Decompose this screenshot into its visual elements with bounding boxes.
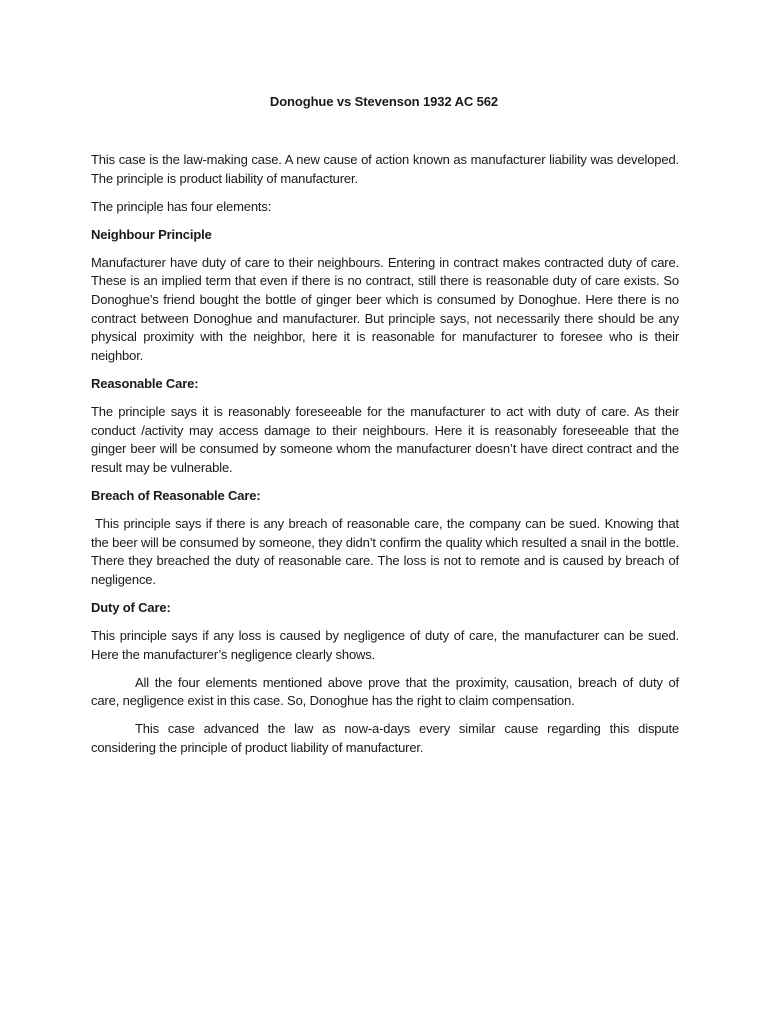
document-body xyxy=(91,151,679,767)
intro-paragraph: This case is the law-making case. A new cause of action known as manufacturer liability was developed. The principle is product liability of manufacturer. xyxy=(91,152,679,186)
section-body-neighbour-principle: Manufacturer have duty of care to their neighbours. Entering in contract makes contracted duty of care. These is an implied term that even if there is no contract, still there is reasonable duty of care exists. So Donoghue’s friend bought the bottle of ginger beer which is consumed by Donoghue. Here there is no contract between Donoghue and manufacturer. But principle says, not necessarily there should be any physical proximity with the neighbor, here it is reasonable for manufacturer to foresee who is their neighbor. xyxy=(91,254,679,363)
section-body-reasonable-care: The principle says it is reasonably foreseeable for the manufacturer to act with duty of care. As their conduct /activity may access damage to their neighbours. Here it is reasonably foreseeable that the ginger beer will be consumed by someone whom the manufacturer doesn’t have direct contract and the result may be vulnerable. xyxy=(91,404,679,475)
document-title: Donoghue vs Stevenson 1932 AC 562 xyxy=(269,94,499,109)
section-body-duty-of-care: This principle says if any loss is caused by negligence of duty of care, the manufacturer can be sued. Here the manufacturer’s negligence clearly shows. xyxy=(91,627,679,662)
elements-intro: The principle has four elements: xyxy=(91,198,272,214)
closing-paragraph: This case advanced the law as now-a-days every similar cause regarding this dispute considering the principle of product liability of manufacturer. xyxy=(91,721,679,755)
section-heading-reasonable-care: Reasonable Care: xyxy=(91,375,199,391)
section-heading-neighbour-principle: Neighbour Principle xyxy=(91,226,212,242)
section-body-breach-of-reasonable-care: This principle says if there is any breach of reasonable care, the company can be sued. Knowing that the beer will be consumed by someone, they didn’t confirm the quality which resulted a snail in the bottle. There they breached the duty of reasonable care. The loss is not to remote and is caused by breach of negligence. xyxy=(91,516,679,587)
section-heading-duty-of-care: Duty of Care: xyxy=(91,599,171,615)
conclusion-paragraph: All the four elements mentioned above prove that the proximity, causation, breach of duty of care, negligence exist in this case. So, Donoghue has the right to claim compensation. xyxy=(91,674,679,709)
section-heading-breach-of-reasonable-care: Breach of Reasonable Care: xyxy=(91,487,261,503)
